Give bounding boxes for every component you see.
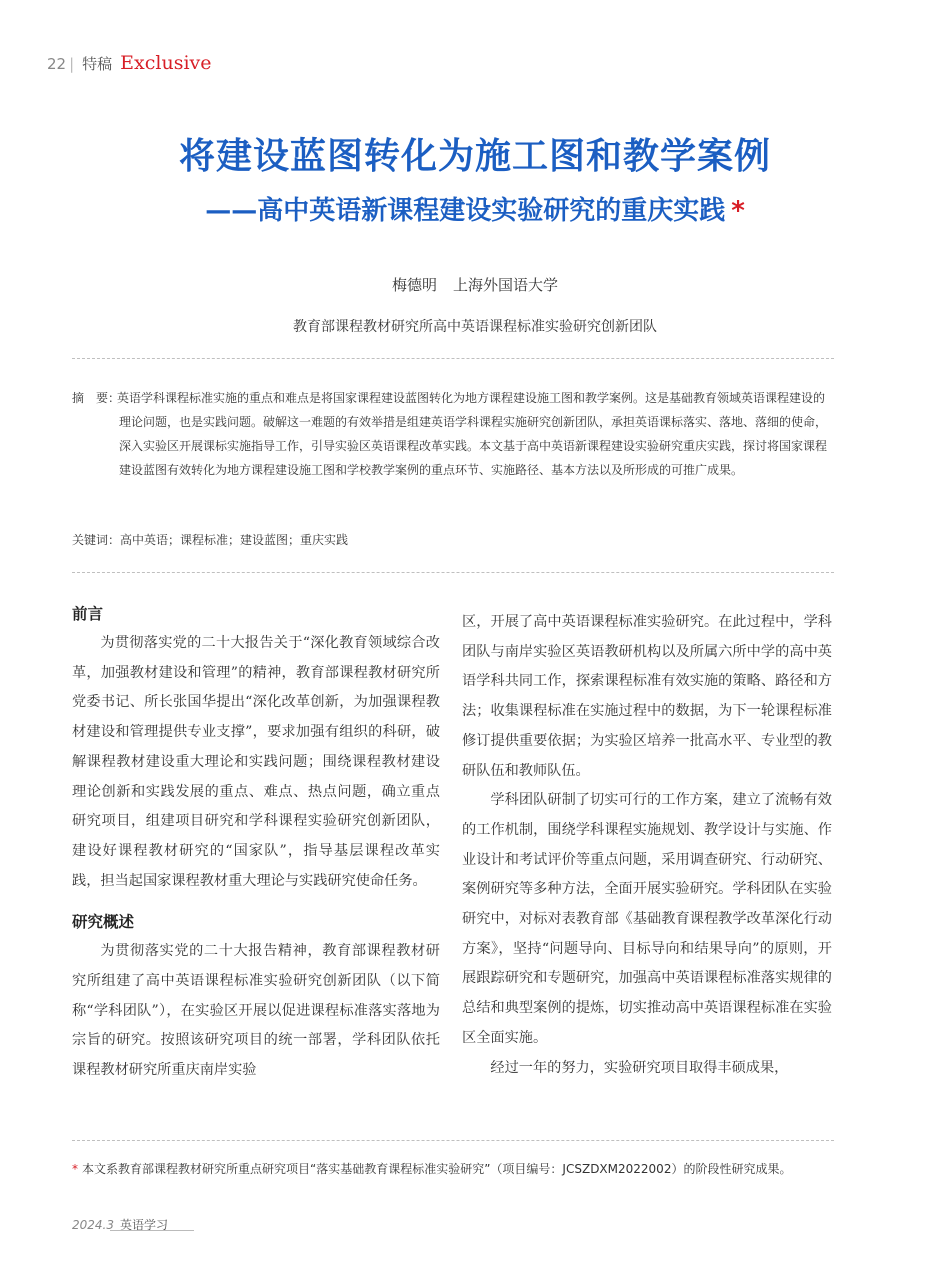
overview-paragraph-3: 经过一年的努力，实验研究项目取得丰硕成果， <box>490 1059 789 1076</box>
magazine-name: 英语学习 <box>120 1218 169 1232</box>
abstract <box>72 386 836 482</box>
running-header <box>47 52 212 74</box>
article-subtitle-text: ——高中英语新课程建设实验研究的重庆实践 <box>205 196 726 226</box>
footnote-text: 本文系教育部课程教材研究所重点研究项目“落实基础教育课程标准实验研究”（项目编号：JCSZDXM2022002）的阶段性研究成果。 <box>82 1162 792 1176</box>
footer-rule <box>110 1230 194 1231</box>
keywords-text: 高中英语；课程标准；建设蓝图；重庆实践 <box>120 533 349 547</box>
keywords-label: 关键词： <box>72 533 121 547</box>
divider <box>72 358 834 359</box>
body-column-left <box>72 600 440 1086</box>
abstract-label: 摘 要： <box>72 391 121 405</box>
issue-number: 2024.3 <box>72 1218 114 1232</box>
keywords <box>72 528 348 552</box>
author-affiliation: 上海外国语大学 <box>453 276 559 294</box>
body-column-right <box>462 608 832 1083</box>
research-team: 教育部课程教材研究所高中英语课程标准实验研究创新团队 <box>293 319 657 335</box>
header-category: 特稿 <box>82 55 113 73</box>
overview-paragraph-2: 学科团队研制了切实可行的工作方案，建立了流畅有效的工作机制，围绕学科课程实施规划、教学设计与实施、作业设计和考试评价等重点问题，采用调查研究、行动研究、案例研究等多种方法，全面开展实验研究。学科团队在实验研究中，对标对表教育部《基础教育课程教学改革深化行动方案》，坚持“问题导向、目标导向和结果导向”的原则，开展跟踪研究和专题研究，加强高中英语课程标准落实规律的总结和典型案例的提炼，切实推动高中英语课程标准在实验区全面实施。 <box>462 792 832 1046</box>
section-heading-preface: 前言 <box>72 605 104 623</box>
overview-paragraph-1-continued: 区，开展了高中英语课程标准实验研究。在此过程中，学科团队与南岸实验区英语教研机构以及所属六所中学的高中英语学科共同工作，探索课程标准有效实施的策略、路径和方法；收集课程标准在实施过程中的数据，为下一轮课程标准修订提供重要依据；为实验区培养一批高水平、专业型的教研队伍和教师队伍。 <box>462 614 832 779</box>
abstract-text: 英语学科课程标准实施的重点和难点是将国家课程建设蓝图转化为地方课程建设施工图和教学案例。这是基础教育领域英语课程建设的理论问题，也是实践问题。破解这一难题的有效举措是组建英语学科课程实施研究创新团队，承担英语课标落实、落地、落细的使命，深入实验区开展课标实施指导工作，引导实验区英语课程改革实践。本文基于高中英语新课程建设实验研究重庆实践，探讨将国家课程建设蓝图有效转化为地方课程建设施工图和学校教学案例的重点环节、实施路径、基本方法以及所形成的可推广成果。 <box>117 391 828 477</box>
footnote <box>72 1160 791 1177</box>
header-separator: | <box>69 55 75 73</box>
footnote-mark: * <box>72 1162 78 1176</box>
header-section: Exclusive <box>120 52 212 74</box>
preface-paragraph: 为贯彻落实党的二十大报告关于“深化教育领域综合改革，加强教材建设和管理”的精神，教育部课程教材研究所党委书记、所长张国华提出“深化改革创新，为加强课程教材建设和管理提供专业支撑”，要求加强有组织的科研，破解课程教材建设重大理论和实践问题；围绕课程教材建设理论创新和实践发展的重点、难点、热点问题，确立重点研究项目，组建项目研究和学科课程实验研究创新团队，建设好课程教材研究的“国家队”，指导基层课程改革实践，担当起国家课程教材重大理论与实践研究使命任务。 <box>72 635 440 889</box>
overview-paragraph-1: 为贯彻落实党的二十大报告精神，教育部课程教材研究所组建了高中英语课程标准实验研究创新团队（以下简称“学科团队”），在实验区开展以促进课程标准落实落地为宗旨的研究。按照该研究项目的统一部署，学科团队依托课程教材研究所重庆南岸实验 <box>72 943 440 1079</box>
article-subtitle <box>0 190 950 227</box>
section-heading-overview: 研究概述 <box>72 913 135 932</box>
divider <box>72 572 834 573</box>
page-number: 22 <box>47 55 67 73</box>
divider <box>72 1140 834 1141</box>
author-name: 梅德明 <box>391 276 437 294</box>
author-line <box>0 274 950 295</box>
article-title: 将建设蓝图转化为施工图和教学案例 <box>178 136 771 177</box>
subtitle-footnote-mark: * <box>731 196 745 226</box>
